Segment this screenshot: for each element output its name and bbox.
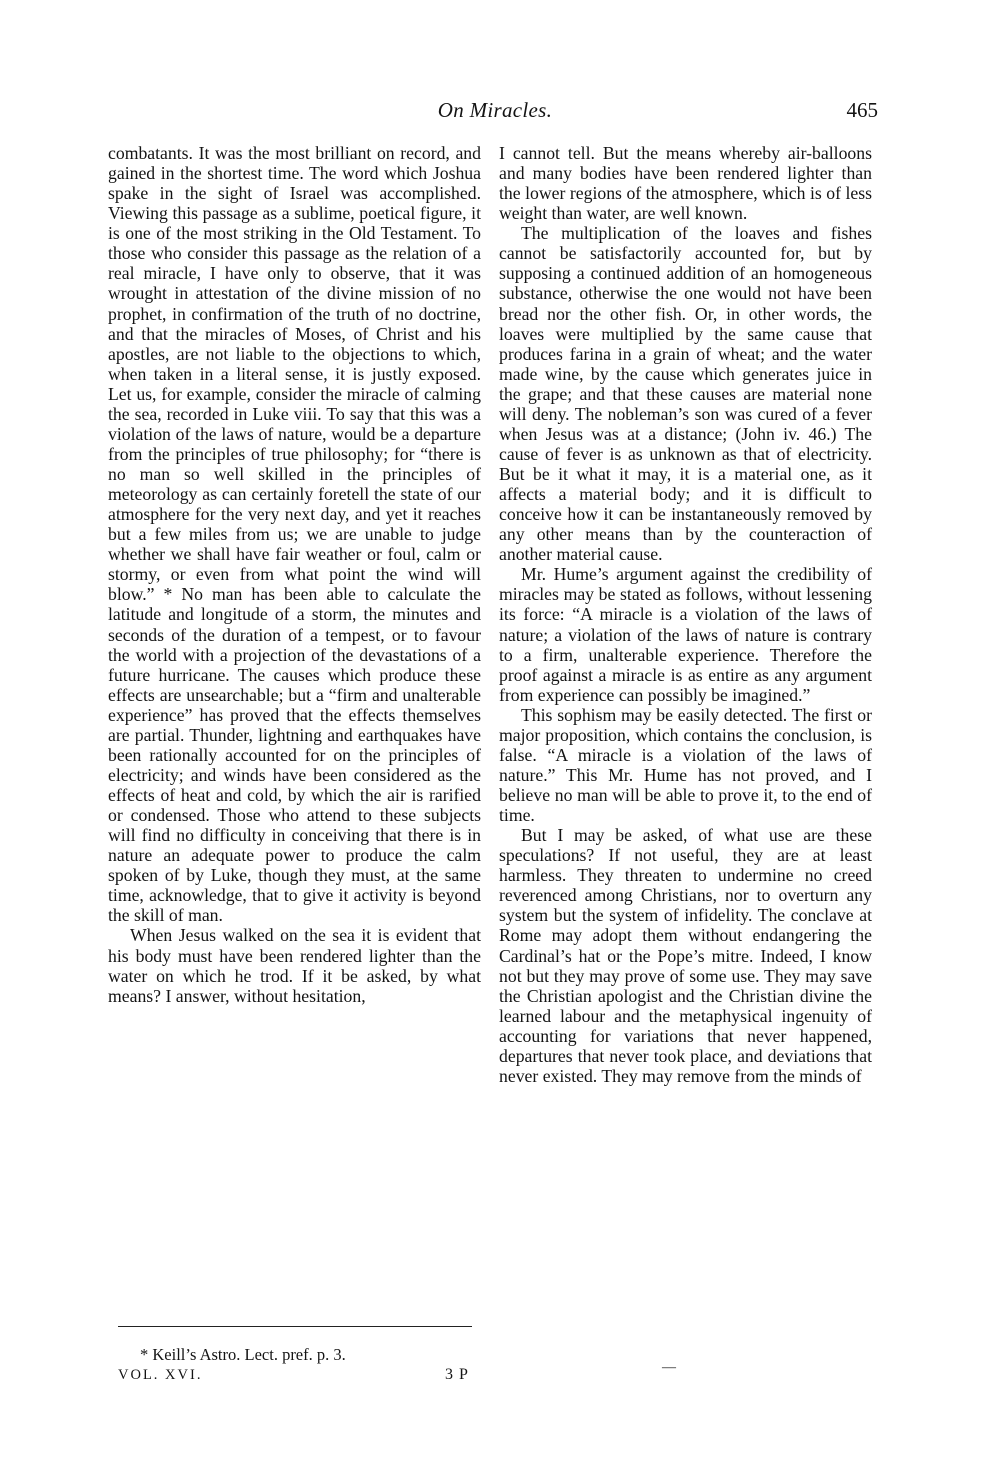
right-column [499, 143, 872, 1086]
paragraph-calming-the-sea: combatants. It was the most brilliant on record, and gained in the shortest time. The word which Joshua spake in the sight of Israel was accomplished. Viewing this passage as a sublime, poetical figure, it is one of the most striking in the Old Testament. To those who consider this passage as the relation of a real miracle, I have only to observe, that it was wrought in attestation of the divine mission of no prophet, in confirmation of the truth of no doctrine, and that the miracles of Moses, of Christ and his apostles, are not liable to the objections to which, when taken in a literal sense, it is justly exposed. Let us, for example, consider the miracle of calming the sea, recorded in Luke viii. To say that this was a violation of the laws of nature, would be a departure from the principles of true philosophy; for “there is no man so well skilled in the principles of meteorology as can certainly foretell the state of our atmosphere for the very next day, and yet it reaches but a few miles from us; we are unable to judge whether we shall have fair weather or foul, calm or stormy, or even from what point the wind will blow.” * No man has been able to calculate the latitude and longitude of a storm, the minutes and seconds of the duration of a tempest, or to favour the world with a projection of the devastations of a future hurricane. The causes which produce these effects are unsearchable; but a “firm and unalterable experience” has proved that the effects themselves are partial. Thunder, lightning and earthquakes have been rationally accounted for on the principles of electricity; and winds have been considered as the effects of heat and cold, by which the air is rarified or condensed. Those who attend to these subjects will find no difficulty in conceiving that there is in nature an adequate power to produce the calm spoken of by Luke, though they must, at the same time, acknowledge, that to give it activity is beyond the skill of man. [108, 143, 481, 926]
running-head [110, 98, 880, 128]
signature-mark: 3 P [445, 1366, 469, 1383]
footnote-rule [118, 1326, 472, 1327]
paragraph-hume-argument: Mr. Hume’s argument against the credibility of miracles may be stated as follows, without lessening its force: “A miracle is a violation of the laws of nature; a violation of the laws of nature is contrary to a firm, unalterable experience. Therefore the proof against a miracle is as entire as any argument from experience can possibly be imagined.” [499, 564, 872, 705]
footnote: * Keill’s Astro. Lect. pref. p. 3. [140, 1345, 346, 1364]
page-number: 465 [846, 98, 878, 122]
volume-signature: VOL. XVI. [118, 1367, 203, 1383]
catchmark: — [662, 1360, 676, 1375]
paragraph-air-balloons: I cannot tell. But the means whereby air-balloons and many bodies have been rendered lighter than the lower regions of the atmosphere, which is of less weight than water, are well known. [499, 143, 872, 224]
paragraph-speculations: But I may be asked, of what use are these speculations? If not useful, they are at least harmless. They threaten to undermine no creed reverenced among Christians, nor to overturn any system but the system of infidelity. The conclave at Rome may adopt them without endangering the Cardinal’s hat or the Pope’s mitre. Indeed, I know not but they may prove of some use. They may save the Christian apologist and the Christian divine the learned labour and the metaphysical ingenuity of accounting for variations that never happened, departures that never took place, and deviations that never existed. They may remove from the minds of [499, 825, 872, 1086]
paragraph-loaves-and-fishes: The multiplication of the loaves and fishes cannot be satisfactorily accounted for, but by supposing a continued addition of an homogeneous substance, otherwise the one would not have been bread nor the other fish. Or, in other words, the loaves were multiplied by the same cause that produces farina in a grain of wheat; and the water made wine, by the cause which generates juice in the grape; and that these causes are material none will deny. The nobleman’s son was cured of a fever when Jesus was at a distance; (John iv. 46.) The cause of fever is as unknown as that of electricity. But be it what it may, it is a material one, as it affects a material body; and it is difficult to conceive how it can be instantaneously removed by any other means than by the counteraction of another material cause. [499, 223, 872, 565]
running-title: On Miracles. [437, 98, 553, 122]
left-column [108, 143, 481, 1006]
paragraph-walking-on-sea: When Jesus walked on the sea it is evident that his body must have been rendered lighter than the water on which he trod. If it be asked, by what means? I answer, without hesitation, [108, 925, 481, 1006]
paragraph-sophism: This sophism may be easily detected. The first or major proposition, which contains the conclusion, is false. “A miracle is a violation of the laws of nature.” This Mr. Hume has not proved, and I believe no man will be able to prove it, to the end of time. [499, 704, 872, 826]
